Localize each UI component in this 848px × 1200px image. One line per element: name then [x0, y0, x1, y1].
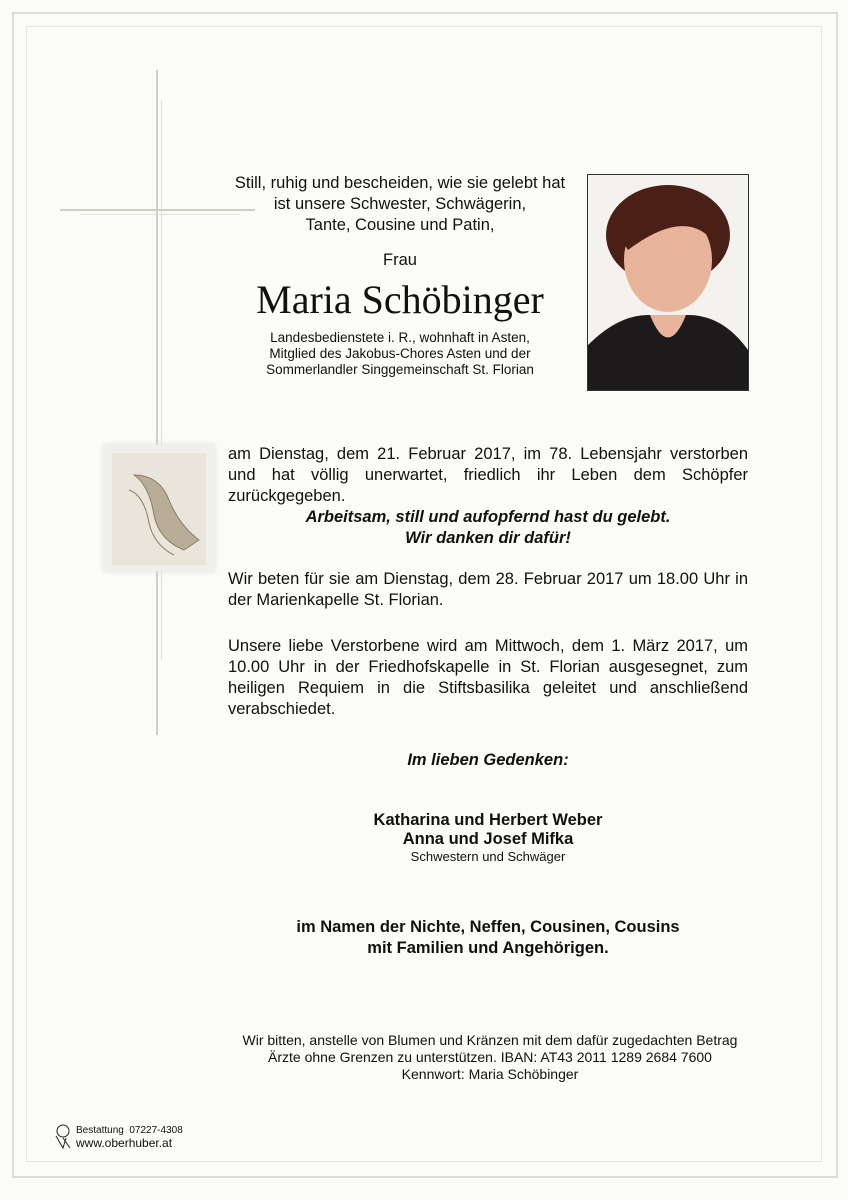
intro-text	[200, 173, 600, 236]
intro-line: Still, ruhig und bescheiden, wie sie gelebt hat	[234, 174, 566, 192]
intro-line: ist unsere Schwester, Schwägerin,	[273, 195, 527, 213]
family-line: im Namen der Nichte, Neffen, Cousinen, Cousins	[296, 918, 680, 936]
family-note	[228, 917, 748, 959]
prayer-info: Wir beten für sie am Dienstag, dem 28. Februar 2017 um 18.00 Uhr in der Marienkapelle St. Florian.	[228, 570, 748, 609]
footer-phone: 07227-4308	[129, 1125, 183, 1136]
praying-hands-image	[104, 445, 214, 571]
family-line: mit Familien und Angehörigen.	[367, 939, 609, 957]
deceased-name: Maria Schöbinger	[256, 277, 544, 322]
intro-line: Tante, Cousine und Patin,	[305, 216, 495, 234]
footer-company: Bestattung	[76, 1125, 124, 1136]
salutation: Frau	[383, 251, 417, 269]
flower-logo-icon	[52, 1124, 74, 1150]
mourner: Katharina und Herbert Weber	[373, 811, 603, 829]
description-line: Sommerlandler Singgemeinschaft St. Florian	[266, 362, 534, 377]
description-line: Mitglied des Jakobus-Chores Asten und der	[269, 346, 531, 361]
donation-request	[190, 1032, 790, 1083]
portrait-photo	[587, 174, 749, 391]
description-line: Landesbedienstete i. R., wohnhaft in Asten,	[270, 330, 530, 345]
donation-line: Wir bitten, anstelle von Blumen und Kränzen mit dem dafür zugedachten Betrag	[242, 1032, 738, 1048]
motto-line: Arbeitsam, still und aufopfernd hast du gelebt.	[305, 508, 671, 526]
motto	[228, 507, 748, 549]
footer-website[interactable]: www.oberhuber.at	[76, 1136, 173, 1150]
donation-line: Kennwort: Maria Schöbinger	[401, 1066, 579, 1082]
mourner: Anna und Josef Mifka	[402, 830, 574, 848]
donation-line: Ärzte ohne Grenzen zu unterstützen. IBAN: AT43 2011 1289 2684 7600	[268, 1049, 712, 1065]
mourners	[228, 811, 748, 849]
mourners-relation: Schwestern und Schwäger	[410, 849, 566, 864]
memory-heading: Im lieben Gedenken:	[407, 751, 569, 769]
death-announcement: am Dienstag, dem 21. Februar 2017, im 78. Lebensjahr verstorben und hat völlig unerwartet, friedlich ihr Leben dem Schöpfer zurückgegeben.	[228, 445, 748, 505]
description	[200, 330, 600, 378]
funeral-info: Unsere liebe Verstorbene wird am Mittwoch, dem 1. März 2017, um 10.00 Uhr in der Friedhofskapelle in St. Florian ausgesegnet, zum heiligen Requiem in die Stiftsbasilika geleitet und anschließend verabschiedet.	[228, 637, 748, 718]
motto-line: Wir danken dir dafür!	[405, 529, 571, 547]
